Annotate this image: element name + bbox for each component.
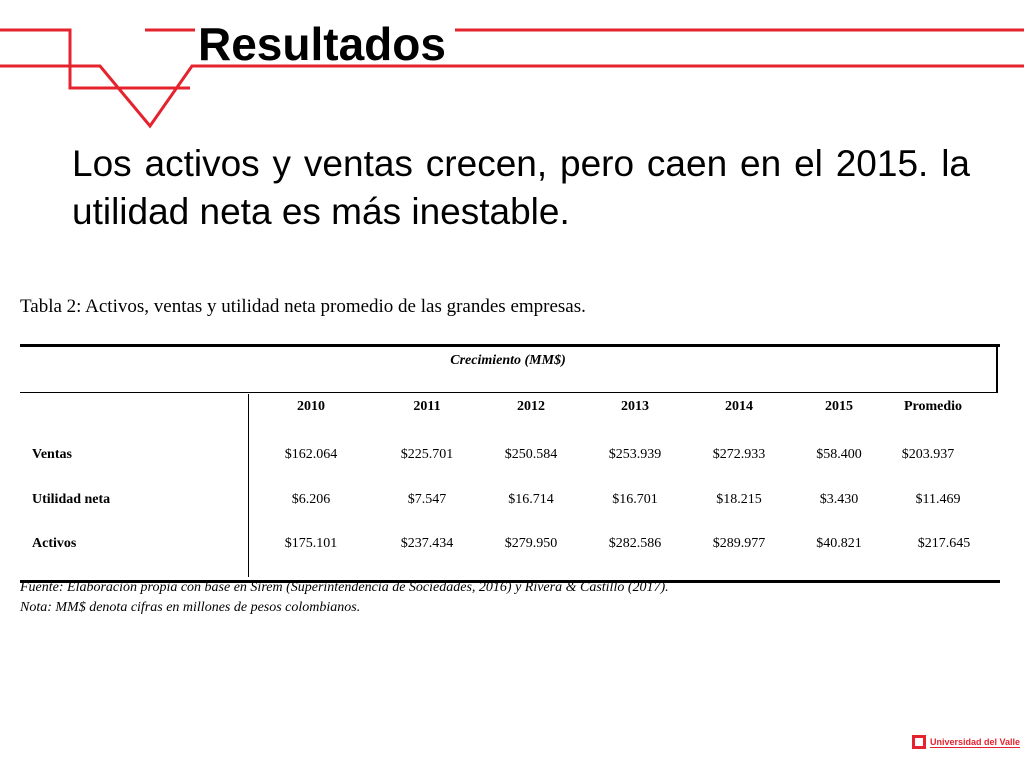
table-cell: $225.701 [400,447,454,462]
growth-table [20,344,1000,583]
row-label: Ventas [32,447,72,462]
table-cell: $58.400 [816,447,862,462]
row-label: Activos [32,536,77,551]
slide-subtitle: Los activos y ventas crecen, pero caen en el 2015. la utilidad neta es más inestable. [72,143,970,232]
column-header: Promedio [903,399,963,414]
source-note: Fuente: Elaboración propia con base en Sirem (Superintendencia de Sociedades, 2016) y Rivera & Castillo (2017). [20,580,669,595]
table-cell: $250.584 [504,447,558,462]
column-header: 2011 [413,399,441,414]
table-cell: $18.215 [716,492,762,507]
column-header: 2013 [621,399,649,414]
table-cell: $203.937 [901,447,955,462]
university-logo-icon [912,735,926,749]
stub-divider [248,394,249,577]
unit-note: Nota: MM$ denota cifras en millones de pesos colombianos. [20,600,361,615]
column-header: 2012 [517,399,545,414]
university-logo [912,735,1020,749]
table-cell: $217.645 [917,536,971,551]
table-cell: $3.430 [819,492,859,507]
table-cell: $272.933 [712,447,766,462]
row-label: Utilidad neta [32,492,111,507]
decorative-header-lines [0,0,1024,140]
table-cell: $16.714 [508,492,554,507]
table-group-header: Crecimiento (MM$) [20,347,998,393]
column-header: 2010 [297,399,325,414]
table-cell: $289.977 [712,536,766,551]
table-cell: $16.701 [612,492,658,507]
table-cell: $162.064 [284,447,338,462]
table-cell: $253.939 [608,447,662,462]
table-cell: $237.434 [400,536,454,551]
column-header: 2014 [725,399,753,414]
table-cell: $282.586 [608,536,662,551]
table-notes [20,578,669,618]
table-cell: $7.547 [407,492,447,507]
table-cell: $279.950 [504,536,558,551]
table-cell: $6.206 [291,492,331,507]
university-logo-text: Universidad del Valle [930,736,1021,747]
slide-title: Resultados [198,18,446,70]
table-cell: $175.101 [284,536,338,551]
table-cell: $11.469 [915,492,961,507]
table-cell: $40.821 [816,536,862,551]
table-caption: Tabla 2: Activos, ventas y utilidad neta promedio de las grandes empresas. [20,296,586,317]
column-header: 2015 [825,399,853,414]
